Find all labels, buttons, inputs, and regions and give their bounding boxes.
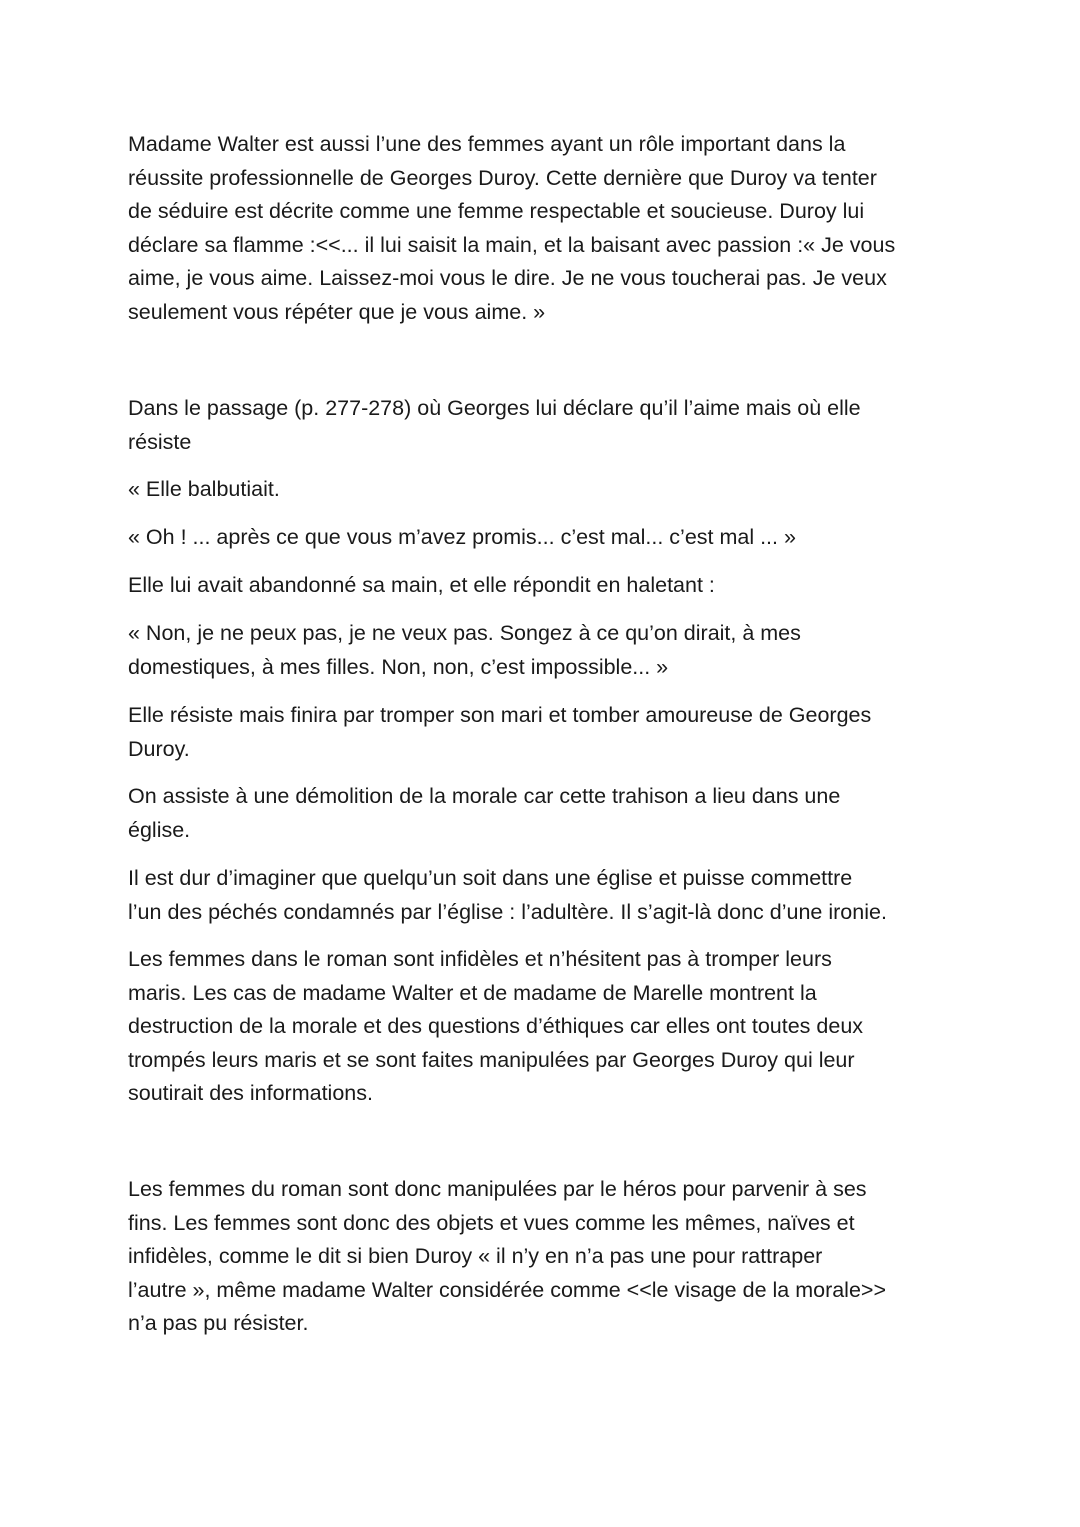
paragraph-femmes-infideles: Les femmes dans le roman sont infidèles et n’hésitent pas à tromper leurs maris. Les cas de madame Walter et de madame de Marelle montrent la destruction de la morale et des questions d’éthiques car elles ont toutes deux trompés leurs maris et se sont faites manipulées par Georges Duroy qui leur soutirait des informations.	[128, 947, 864, 1105]
paragraph-quote-oh: « Oh ! ... après ce que vous m’avez promis... c’est mal... c’est mal ... »	[128, 525, 796, 549]
paragraph-elle-resiste: Elle résiste mais finira par tromper son mari et tomber amoureuse de Georges Duroy.	[128, 703, 872, 761]
paragraph-conclusion: Les femmes du roman sont donc manipulées par le héros pour parvenir à ses fins. Les femmes sont donc des objets et vues comme les mêmes, naïves et infidèles, comme le dit si bien Duroy « il n’y en n’a pas une pour rattraper l’autre », même madame Walter considérée comme <<le visage de la morale>> n’a pas pu résister.	[128, 1177, 887, 1335]
paragraph-quote-balbutiait: « Elle balbutiait.	[128, 477, 280, 501]
paragraph-passage-reference: Dans le passage (p. 277-278) où Georges lui déclare qu’il l’aime mais où elle résiste	[128, 396, 861, 454]
paragraph-demolition-morale: On assiste à une démolition de la morale car cette trahison a lieu dans une église.	[128, 784, 841, 842]
paragraph-quote-non: « Non, je ne peux pas, je ne veux pas. Songez à ce qu’on dirait, à mes domestiques, à mes filles. Non, non, c’est impossible... »	[128, 621, 801, 679]
paragraph-madame-walter-intro: Madame Walter est aussi l’une des femmes ayant un rôle important dans la réussite professionnelle de Georges Duroy. Cette dernière que Duroy va tenter de séduire est décrite comme une femme respectable et soucieuse. Duroy lui déclare sa flamme :<<... il lui saisit la main, et la baisant avec passion :« Je vous aime, je vous aime. Laissez-moi vous le dire. Je ne vous toucherai pas. Je veux seulement vous répéter que je vous aime. »	[128, 132, 896, 324]
paragraph-quote-abandonne: Elle lui avait abandonné sa main, et elle répondit en haletant :	[128, 573, 715, 597]
paragraph-ironie: Il est dur d’imaginer que quelqu’un soit dans une église et puisse commettre l’un des péchés condamnés par l’église : l’adultère. Il s’agit-là donc d’une ironie.	[128, 866, 887, 924]
